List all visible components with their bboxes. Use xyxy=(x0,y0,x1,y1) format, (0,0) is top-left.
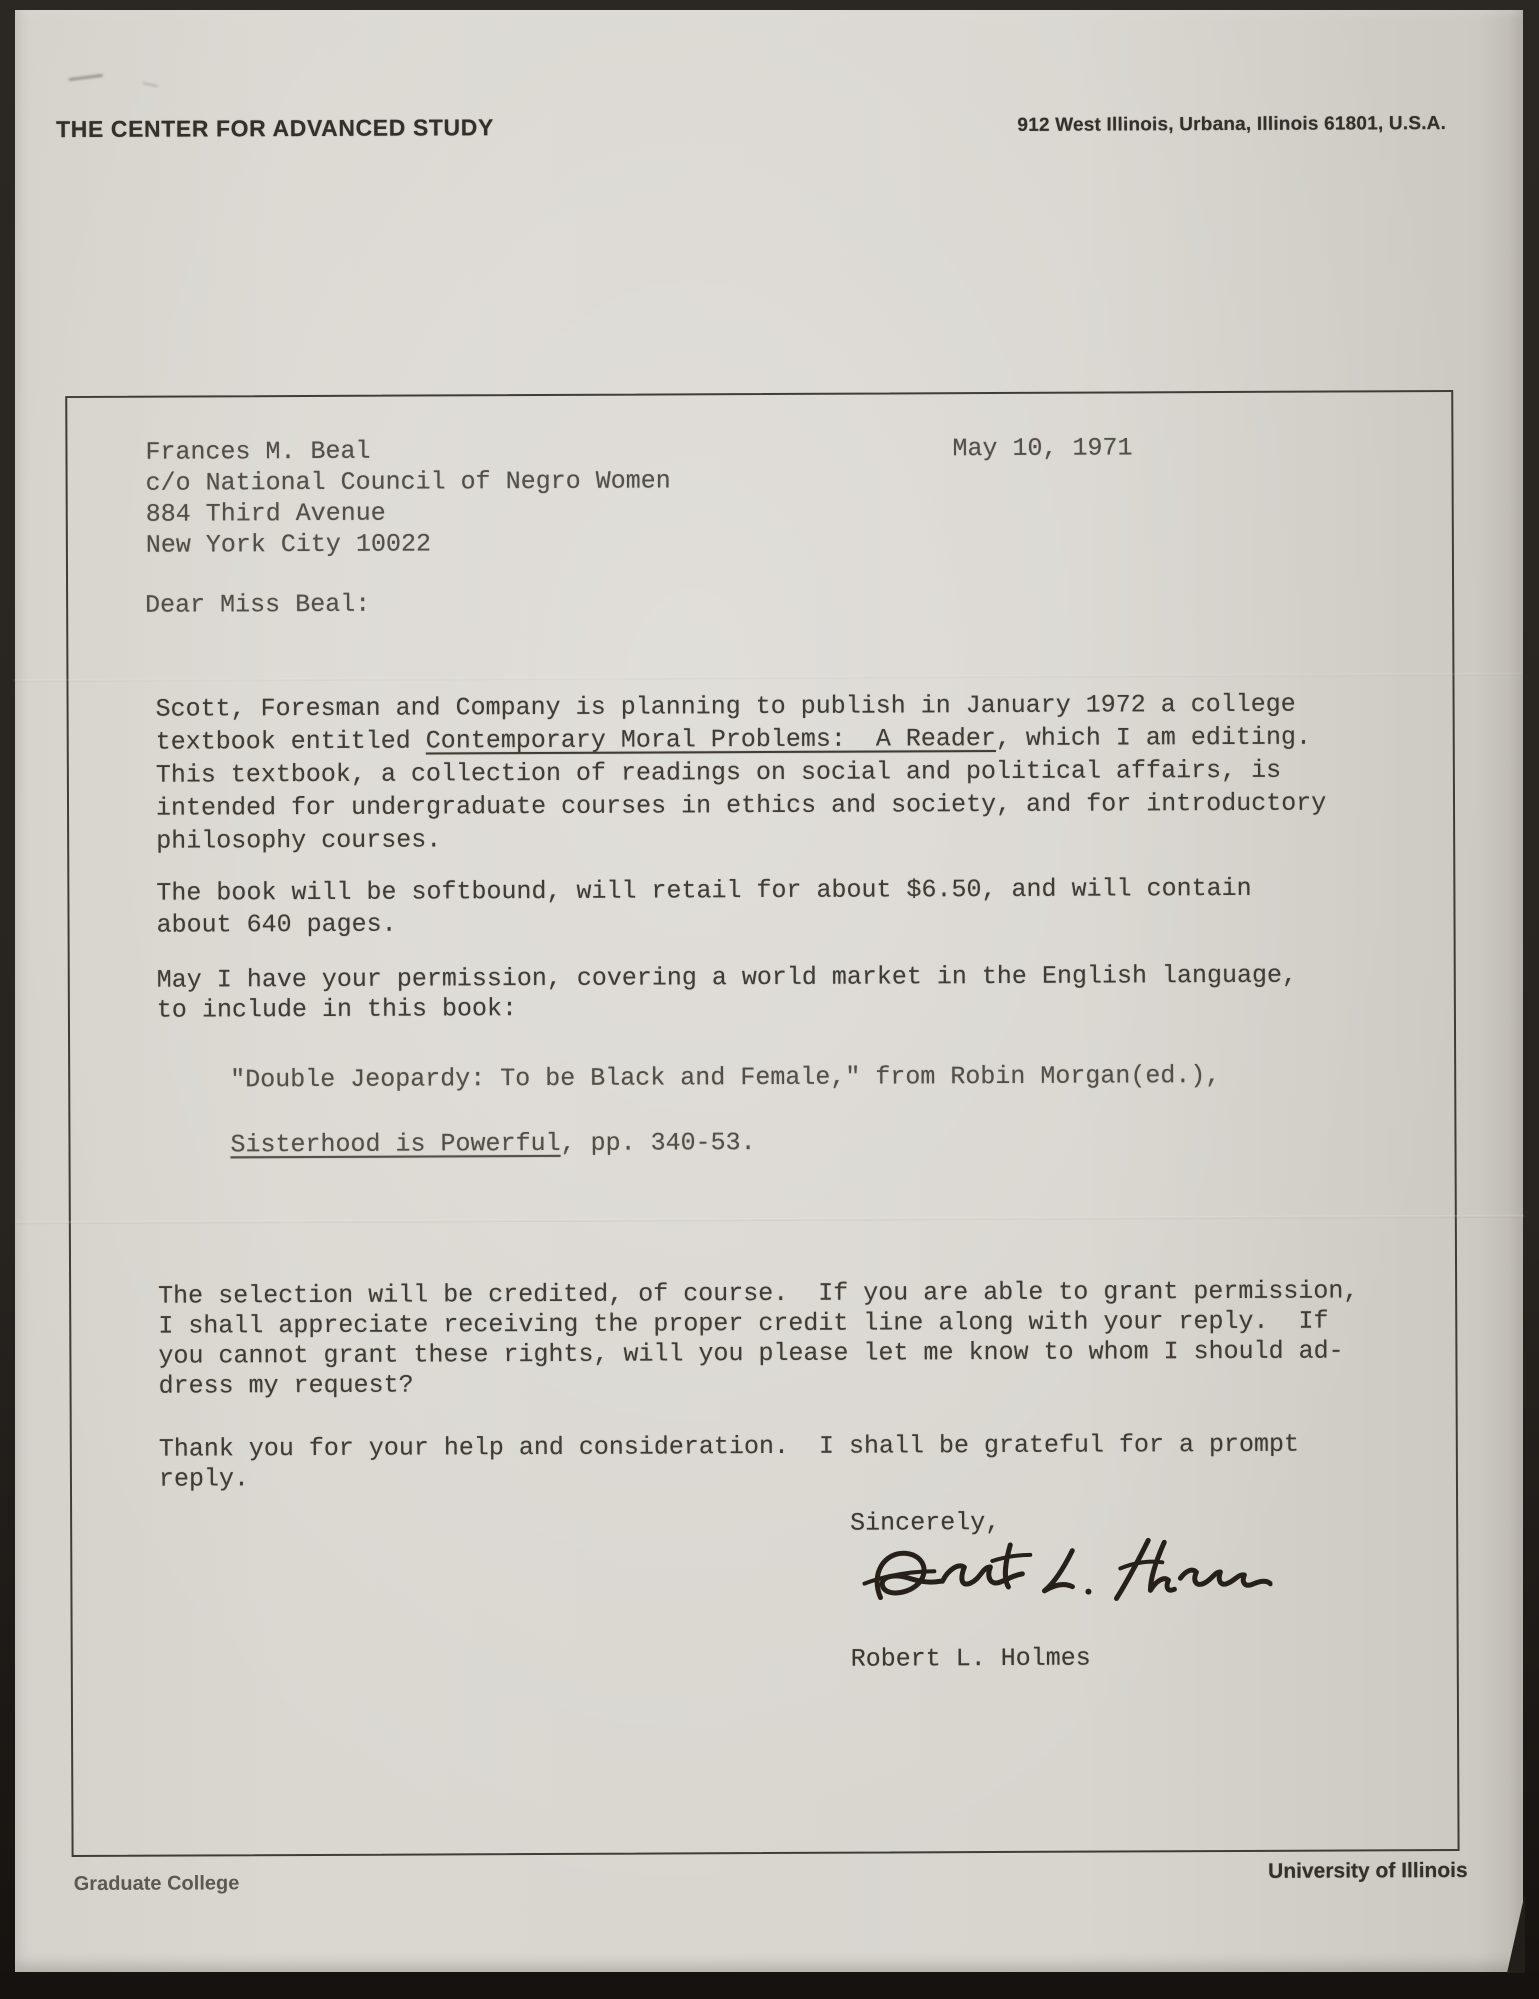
paragraph-permission-request: May I have your permission, covering a world market in the English language, to include in this book: xyxy=(156,960,1298,1025)
paragraph-intro xyxy=(156,688,1327,858)
footer-graduate-college: Graduate College xyxy=(73,1872,240,1896)
page-content xyxy=(11,7,1528,1976)
footer-university: University of Illinois xyxy=(1268,1858,1468,1883)
scan-smudge xyxy=(143,82,158,87)
paragraph-thanks: Thank you for your help and consideration. I shall be grateful for a prompt reply. xyxy=(158,1429,1300,1494)
paragraph-book-details: The book will be softbound, will retail for about $6.50, and will contain about 640 pages. xyxy=(156,873,1252,940)
letterhead-address: 912 West Illinois, Urbana, Illinois 61801, U.S.A. xyxy=(1017,113,1447,136)
recipient-address: Frances M. Beal c/o National Council of Negro Women 884 Third Avenue New York City 10022 xyxy=(145,436,671,560)
salutation: Dear Miss Beal: xyxy=(145,589,371,620)
paragraph-intro-text-2: , which I am editing. This textbook, a collection of readings on social and political affairs, is intended for undergraduate courses in ethics and society, and for introductory philosophy courses. xyxy=(155,722,1327,856)
scan-smudge xyxy=(69,74,103,81)
paragraph-credit: The selection will be credited, of course. If you are able to grant permission, I shall appreciate receiving the proper credit line along with your reply. If you cannot grant these rights, will you please let me know to whom I should ad- dress my request? xyxy=(158,1276,1359,1401)
typed-signature-name: Robert L. Holmes xyxy=(850,1643,1091,1674)
letterhead-org: THE CENTER FOR ADVANCED STUDY xyxy=(56,114,494,143)
signature-image xyxy=(862,1532,1272,1634)
sisterhood-title-underlined: Sisterhood is Powerful xyxy=(230,1128,561,1160)
letter-paper xyxy=(15,10,1523,1972)
letter-date: May 10, 1971 xyxy=(952,433,1133,464)
selection-pages: , pp. 340-53. xyxy=(560,1128,756,1158)
selection-source-line xyxy=(230,1127,755,1160)
selection-quote-line: "Double Jeopardy: To be Black and Female," from Robin Morgan(ed.), xyxy=(230,1061,1221,1095)
book-title-underlined: Contemporary Moral Problems: A Reader xyxy=(425,724,996,756)
scan-corner-shadow xyxy=(1507,1893,1525,1973)
closing: Sincerely, xyxy=(850,1507,1001,1538)
paragraph-intro-text-1: Scott, Foresman and Company is planning to publish in January 1972 a college textbook entitled xyxy=(155,689,1296,757)
